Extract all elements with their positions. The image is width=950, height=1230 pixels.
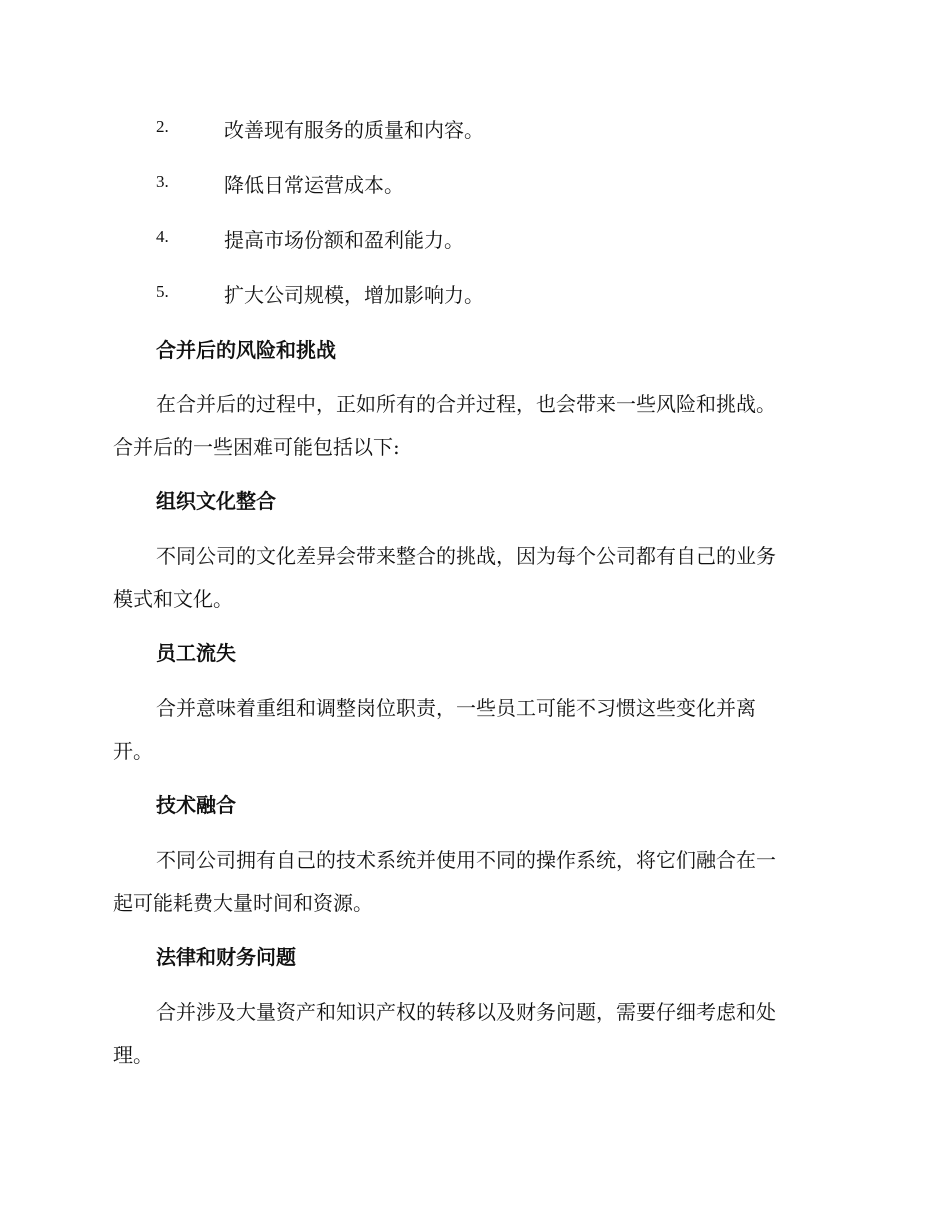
section-heading: 员工流失	[156, 641, 236, 665]
list-number: 5.	[156, 282, 169, 301]
paragraph-line: 理。	[113, 1043, 153, 1067]
section-heading: 法律和财务问题	[156, 945, 296, 969]
list-number: 3.	[156, 172, 169, 191]
list-number: 2.	[156, 117, 169, 136]
list-item-text: 改善现有服务的质量和内容。	[224, 118, 484, 142]
paragraph-line: 模式和文化。	[113, 587, 233, 611]
section-heading: 组织文化整合	[156, 489, 276, 513]
paragraph-line: 合并后的一些困难可能包括以下:	[113, 435, 400, 459]
paragraph-line: 合并涉及大量资产和知识产权的转移以及财务问题，需要仔细考虑和处	[156, 1000, 776, 1024]
paragraph-line: 在合并后的过程中，正如所有的合并过程，也会带来一些风险和挑战。	[156, 392, 776, 416]
paragraph-line: 合并意味着重组和调整岗位职责，一些员工可能不习惯这些变化并离	[156, 696, 756, 720]
paragraph-line: 不同公司拥有自己的技术系统并使用不同的操作系统，将它们融合在一	[156, 848, 776, 872]
list-number: 4.	[156, 227, 169, 246]
section-heading: 合并后的风险和挑战	[156, 338, 336, 362]
section-heading: 技术融合	[156, 793, 236, 817]
list-item-text: 扩大公司规模，增加影响力。	[224, 283, 484, 307]
paragraph-line: 开。	[113, 739, 153, 763]
paragraph-line: 起可能耗费大量时间和资源。	[113, 891, 373, 915]
paragraph-line: 不同公司的文化差异会带来整合的挑战，因为每个公司都有自己的业务	[156, 544, 776, 568]
list-item-text: 提高市场份额和盈利能力。	[224, 228, 464, 252]
list-item-text: 降低日常运营成本。	[224, 173, 404, 197]
